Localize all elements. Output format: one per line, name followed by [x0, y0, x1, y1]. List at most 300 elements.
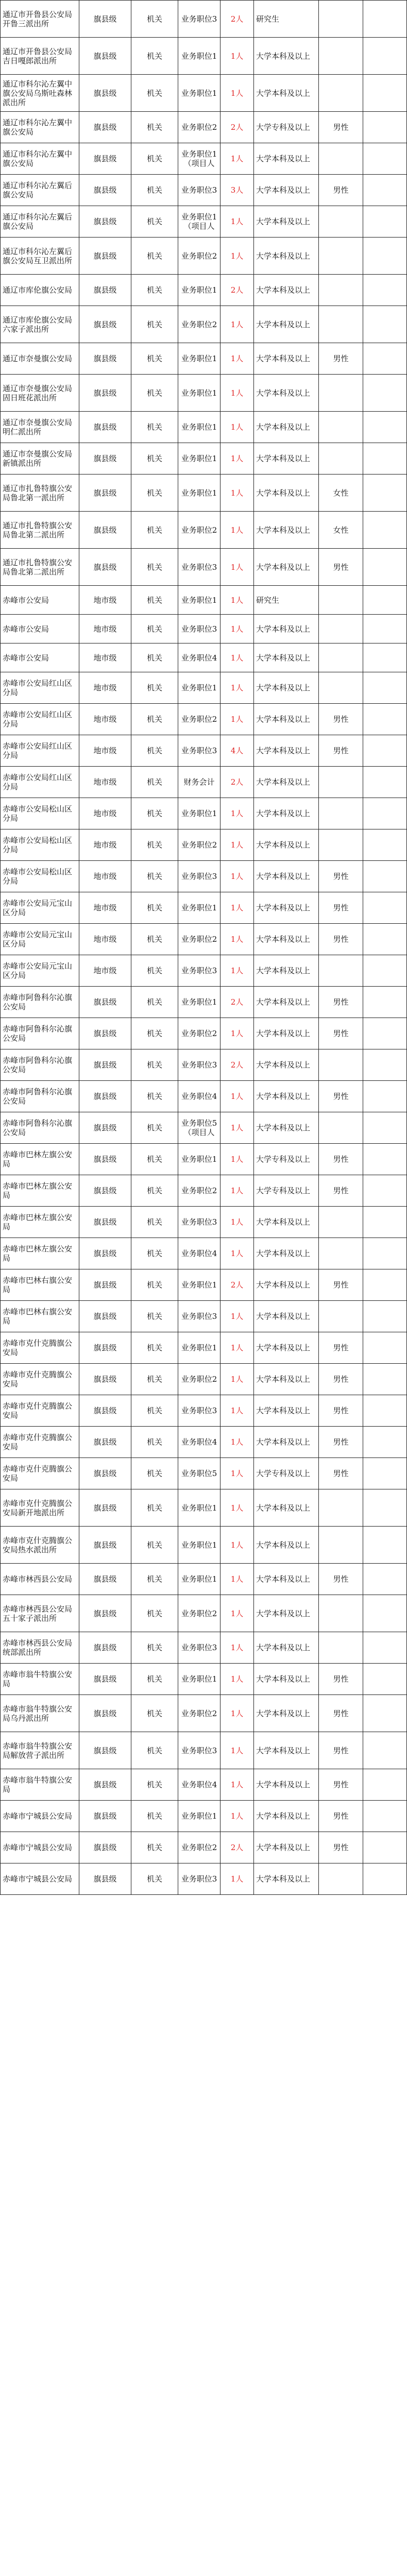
gender-cell: 男性 — [319, 1664, 363, 1695]
education-cell: 大学本科及以上 — [254, 955, 319, 987]
gender-cell: 男性 — [319, 735, 363, 767]
position-cell: 业务职位4 — [178, 1427, 221, 1458]
gender-cell: 男性 — [319, 1801, 363, 1832]
education-cell: 大学本科及以上 — [254, 1207, 319, 1238]
level-cell: 旗县级 — [79, 143, 131, 175]
education-cell: 大学本科及以上 — [254, 1595, 319, 1632]
table-row — [1, 38, 407, 75]
employer-cell: 赤峰市翁牛特旗公安局 — [1, 1769, 79, 1801]
level-cell: 旗县级 — [79, 112, 131, 143]
headcount-cell: 2人 — [221, 1832, 254, 1863]
headcount-cell: 1人 — [221, 1427, 254, 1458]
education-cell: 大学本科及以上 — [254, 75, 319, 112]
headcount-cell: 2人 — [221, 767, 254, 798]
headcount-cell: 1人 — [221, 38, 254, 75]
education-cell: 大学本科及以上 — [254, 1238, 319, 1269]
employer-cell: 赤峰市克什克腾旗公安局 — [1, 1427, 79, 1458]
level-cell: 旗县级 — [79, 1769, 131, 1801]
gender-cell: 男性 — [319, 1427, 363, 1458]
unit-type-cell: 机关 — [131, 1769, 178, 1801]
education-cell: 大学专科及以上 — [254, 112, 319, 143]
level-cell: 地市级 — [79, 767, 131, 798]
notes-cell — [363, 861, 407, 892]
notes-cell — [363, 1, 407, 38]
unit-type-cell: 机关 — [131, 206, 178, 238]
notes-cell — [363, 1863, 407, 1895]
unit-type-cell: 机关 — [131, 1301, 178, 1332]
position-cell: 业务职位3 — [178, 735, 221, 767]
employer-cell: 赤峰市翁牛特旗公安局解放营子派出所 — [1, 1732, 79, 1769]
unit-type-cell: 机关 — [131, 238, 178, 275]
table-row — [1, 1238, 407, 1269]
employer-cell: 通辽市库伦旗公安局六家子派出所 — [1, 306, 79, 343]
gender-cell — [319, 275, 363, 306]
table-row — [1, 1832, 407, 1863]
education-cell: 大学本科及以上 — [254, 1801, 319, 1832]
headcount-cell: 1人 — [221, 892, 254, 924]
headcount-cell: 1人 — [221, 1081, 254, 1112]
notes-cell — [363, 343, 407, 375]
gender-cell — [319, 75, 363, 112]
headcount-cell: 1人 — [221, 1018, 254, 1049]
employer-cell: 赤峰市公安局 — [1, 615, 79, 643]
headcount-cell: 1人 — [221, 1632, 254, 1664]
unit-type-cell: 机关 — [131, 1269, 178, 1301]
notes-cell — [363, 1395, 407, 1427]
position-cell: 业务职位1 — [178, 75, 221, 112]
notes-cell — [363, 829, 407, 861]
gender-cell — [319, 1238, 363, 1269]
table-row — [1, 1364, 407, 1395]
table-row — [1, 704, 407, 735]
level-cell: 旗县级 — [79, 1081, 131, 1112]
employer-cell: 赤峰市宁城县公安局 — [1, 1863, 79, 1895]
position-cell: 业务职位1 — [178, 443, 221, 474]
level-cell: 旗县级 — [79, 1595, 131, 1632]
level-cell: 地市级 — [79, 861, 131, 892]
unit-type-cell: 机关 — [131, 1595, 178, 1632]
employer-cell: 赤峰市翁牛特旗公安局乌丹派出所 — [1, 1695, 79, 1732]
education-cell: 研究生 — [254, 586, 319, 615]
notes-cell — [363, 1632, 407, 1664]
gender-cell — [319, 38, 363, 75]
gender-cell — [319, 1632, 363, 1664]
headcount-cell: 1人 — [221, 704, 254, 735]
employer-cell: 赤峰市阿鲁科尔沁旗公安局 — [1, 1081, 79, 1112]
unit-type-cell: 机关 — [131, 175, 178, 206]
notes-cell — [363, 1801, 407, 1832]
employer-cell: 通辽市开鲁县公安局开鲁三派出所 — [1, 1, 79, 38]
table-row — [1, 892, 407, 924]
education-cell: 大学本科及以上 — [254, 238, 319, 275]
education-cell: 大学本科及以上 — [254, 306, 319, 343]
table-row — [1, 1769, 407, 1801]
education-cell: 大学本科及以上 — [254, 1018, 319, 1049]
unit-type-cell: 机关 — [131, 1489, 178, 1527]
unit-type-cell: 机关 — [131, 443, 178, 474]
employer-cell: 赤峰市公安局元宝山区分局 — [1, 955, 79, 987]
level-cell: 旗县级 — [79, 1364, 131, 1395]
table-row — [1, 443, 407, 474]
headcount-cell: 4人 — [221, 735, 254, 767]
table-row — [1, 275, 407, 306]
gender-cell — [319, 1207, 363, 1238]
table-row — [1, 735, 407, 767]
employer-cell: 赤峰市公安局红山区分局 — [1, 767, 79, 798]
employer-cell: 赤峰市公安局红山区分局 — [1, 704, 79, 735]
position-cell: 业务职位1 — [178, 38, 221, 75]
level-cell: 旗县级 — [79, 1527, 131, 1564]
employer-cell: 通辽市科尔沁左翼中旗公安局 — [1, 143, 79, 175]
gender-cell — [319, 206, 363, 238]
education-cell: 大学本科及以上 — [254, 1049, 319, 1081]
unit-type-cell: 机关 — [131, 549, 178, 586]
unit-type-cell: 机关 — [131, 1427, 178, 1458]
employer-cell: 赤峰市克什克腾旗公安局热水派出所 — [1, 1527, 79, 1564]
education-cell: 大学本科及以上 — [254, 549, 319, 586]
position-cell: 业务职位2 — [178, 1364, 221, 1395]
headcount-cell: 1人 — [221, 1175, 254, 1207]
unit-type-cell: 机关 — [131, 306, 178, 343]
gender-cell: 男性 — [319, 704, 363, 735]
unit-type-cell: 机关 — [131, 38, 178, 75]
education-cell: 大学本科及以上 — [254, 1527, 319, 1564]
gender-cell: 男性 — [319, 1695, 363, 1732]
position-cell: 业务职位1 — [178, 275, 221, 306]
headcount-cell: 1人 — [221, 1364, 254, 1395]
gender-cell — [319, 143, 363, 175]
gender-cell: 男性 — [319, 1018, 363, 1049]
notes-cell — [363, 1732, 407, 1769]
employer-cell: 通辽市扎鲁特旗公安局鲁北第一派出所 — [1, 474, 79, 512]
level-cell: 地市级 — [79, 955, 131, 987]
notes-cell — [363, 643, 407, 672]
level-cell: 旗县级 — [79, 1207, 131, 1238]
table-row — [1, 1112, 407, 1144]
level-cell: 旗县级 — [79, 343, 131, 375]
notes-cell — [363, 75, 407, 112]
education-cell: 大学本科及以上 — [254, 1112, 319, 1144]
level-cell: 旗县级 — [79, 1395, 131, 1427]
headcount-cell: 1人 — [221, 443, 254, 474]
table-row — [1, 1664, 407, 1695]
education-cell: 大学本科及以上 — [254, 512, 319, 549]
employer-cell: 赤峰市公安局 — [1, 586, 79, 615]
gender-cell — [319, 672, 363, 704]
notes-cell — [363, 1769, 407, 1801]
unit-type-cell: 机关 — [131, 829, 178, 861]
table-row — [1, 343, 407, 375]
level-cell: 旗县级 — [79, 474, 131, 512]
table-row — [1, 1144, 407, 1175]
employer-cell: 赤峰市林西县公安局 — [1, 1564, 79, 1595]
table-row — [1, 672, 407, 704]
gender-cell — [319, 306, 363, 343]
level-cell: 旗县级 — [79, 1301, 131, 1332]
headcount-cell: 1人 — [221, 829, 254, 861]
notes-cell — [363, 38, 407, 75]
gender-cell: 男性 — [319, 1269, 363, 1301]
gender-cell: 男性 — [319, 175, 363, 206]
unit-type-cell: 机关 — [131, 672, 178, 704]
employer-cell: 通辽市奈曼旗公安局 — [1, 343, 79, 375]
employer-cell: 赤峰市阿鲁科尔沁旗公安局 — [1, 1112, 79, 1144]
notes-cell — [363, 1238, 407, 1269]
position-cell: 业务职位1 — [178, 343, 221, 375]
position-cell: 业务职位1 — [178, 1801, 221, 1832]
position-cell: 业务职位1 — [178, 474, 221, 512]
headcount-cell: 1人 — [221, 861, 254, 892]
position-cell: 业务职位2 — [178, 829, 221, 861]
employer-cell: 赤峰市阿鲁科尔沁旗公安局 — [1, 987, 79, 1018]
education-cell: 大学本科及以上 — [254, 1395, 319, 1427]
position-cell: 业务职位5 — [178, 1458, 221, 1489]
position-cell: 业务职位1 — [178, 375, 221, 412]
level-cell: 旗县级 — [79, 375, 131, 412]
gender-cell — [319, 643, 363, 672]
headcount-cell: 2人 — [221, 1049, 254, 1081]
education-cell: 大学本科及以上 — [254, 1332, 319, 1364]
unit-type-cell: 机关 — [131, 1732, 178, 1769]
notes-cell — [363, 1332, 407, 1364]
table-row — [1, 175, 407, 206]
position-cell: 业务职位4 — [178, 1238, 221, 1269]
headcount-cell: 1人 — [221, 1332, 254, 1364]
position-cell: 业务职位3 — [178, 549, 221, 586]
level-cell: 地市级 — [79, 586, 131, 615]
table-row — [1, 1332, 407, 1364]
level-cell: 旗县级 — [79, 412, 131, 443]
notes-cell — [363, 1175, 407, 1207]
notes-cell — [363, 672, 407, 704]
gender-cell — [319, 238, 363, 275]
unit-type-cell: 机关 — [131, 1458, 178, 1489]
table-row — [1, 1527, 407, 1564]
position-cell: 业务职位3 — [178, 1632, 221, 1664]
unit-type-cell: 机关 — [131, 704, 178, 735]
employer-cell: 通辽市科尔沁左翼后旗公安局互卫派出所 — [1, 238, 79, 275]
table-row — [1, 955, 407, 987]
unit-type-cell: 机关 — [131, 1664, 178, 1695]
gender-cell — [319, 798, 363, 829]
table-row — [1, 1207, 407, 1238]
employer-cell: 赤峰市克什克腾旗公安局 — [1, 1332, 79, 1364]
headcount-cell: 1人 — [221, 1863, 254, 1895]
notes-cell — [363, 615, 407, 643]
level-cell: 旗县级 — [79, 549, 131, 586]
table-row — [1, 306, 407, 343]
education-cell: 大学本科及以上 — [254, 1664, 319, 1695]
unit-type-cell: 机关 — [131, 1801, 178, 1832]
table-row — [1, 474, 407, 512]
education-cell: 大学本科及以上 — [254, 275, 319, 306]
education-cell: 大学本科及以上 — [254, 861, 319, 892]
gender-cell — [319, 767, 363, 798]
position-cell: 业务职位1 — [178, 1527, 221, 1564]
education-cell: 大学本科及以上 — [254, 643, 319, 672]
gender-cell: 男性 — [319, 1364, 363, 1395]
notes-cell — [363, 238, 407, 275]
education-cell: 大学本科及以上 — [254, 206, 319, 238]
level-cell: 旗县级 — [79, 1632, 131, 1664]
unit-type-cell: 机关 — [131, 112, 178, 143]
employer-cell: 赤峰市公安局松山区分局 — [1, 829, 79, 861]
table-row — [1, 143, 407, 175]
table-row — [1, 412, 407, 443]
notes-cell — [363, 275, 407, 306]
gender-cell — [319, 615, 363, 643]
education-cell: 大学本科及以上 — [254, 892, 319, 924]
education-cell: 大学本科及以上 — [254, 1863, 319, 1895]
table-row — [1, 1458, 407, 1489]
level-cell: 旗县级 — [79, 1832, 131, 1863]
level-cell: 旗县级 — [79, 1564, 131, 1595]
position-cell: 业务职位3 — [178, 1863, 221, 1895]
level-cell: 地市级 — [79, 615, 131, 643]
level-cell: 旗县级 — [79, 1018, 131, 1049]
notes-cell — [363, 1832, 407, 1863]
education-cell: 大学本科及以上 — [254, 615, 319, 643]
unit-type-cell: 机关 — [131, 798, 178, 829]
education-cell: 大学本科及以上 — [254, 1489, 319, 1527]
employer-cell: 赤峰市克什克腾旗公安局 — [1, 1364, 79, 1395]
headcount-cell: 2人 — [221, 275, 254, 306]
gender-cell: 男性 — [319, 1832, 363, 1863]
employer-cell: 赤峰市克什克腾旗公安局 — [1, 1395, 79, 1427]
education-cell: 大学专科及以上 — [254, 1175, 319, 1207]
employer-cell: 通辽市扎鲁特旗公安局鲁北第二派出所 — [1, 512, 79, 549]
unit-type-cell: 机关 — [131, 924, 178, 955]
unit-type-cell: 机关 — [131, 275, 178, 306]
gender-cell: 男性 — [319, 1081, 363, 1112]
headcount-cell: 1人 — [221, 375, 254, 412]
notes-cell — [363, 1207, 407, 1238]
notes-cell — [363, 474, 407, 512]
level-cell: 地市级 — [79, 892, 131, 924]
table-row — [1, 586, 407, 615]
level-cell: 旗县级 — [79, 238, 131, 275]
level-cell: 地市级 — [79, 704, 131, 735]
unit-type-cell: 机关 — [131, 1527, 178, 1564]
level-cell: 地市级 — [79, 735, 131, 767]
education-cell: 大学本科及以上 — [254, 1364, 319, 1395]
employer-cell: 赤峰市公安局 — [1, 643, 79, 672]
gender-cell: 男性 — [319, 343, 363, 375]
position-cell: 业务职位2 — [178, 924, 221, 955]
table-row — [1, 1301, 407, 1332]
gender-cell — [319, 1301, 363, 1332]
notes-cell — [363, 1564, 407, 1595]
table-row — [1, 767, 407, 798]
education-cell: 大学本科及以上 — [254, 343, 319, 375]
headcount-cell: 1人 — [221, 615, 254, 643]
employer-cell: 赤峰市巴林左旗公安局 — [1, 1207, 79, 1238]
level-cell: 旗县级 — [79, 306, 131, 343]
table-row — [1, 1, 407, 38]
level-cell: 旗县级 — [79, 175, 131, 206]
table-row — [1, 1632, 407, 1664]
education-cell: 大学本科及以上 — [254, 924, 319, 955]
notes-cell — [363, 1269, 407, 1301]
education-cell: 大学本科及以上 — [254, 1564, 319, 1595]
unit-type-cell: 机关 — [131, 1, 178, 38]
headcount-cell: 1人 — [221, 1527, 254, 1564]
level-cell: 旗县级 — [79, 443, 131, 474]
table-row — [1, 1081, 407, 1112]
employer-cell: 赤峰市巴林左旗公安局 — [1, 1144, 79, 1175]
employer-cell: 赤峰市林西县公安局统部派出所 — [1, 1632, 79, 1664]
position-cell: 业务职位2 — [178, 238, 221, 275]
position-cell: 业务职位1 — [178, 586, 221, 615]
position-cell: 业务职位1（项目人 — [178, 206, 221, 238]
position-cell: 业务职位2 — [178, 1595, 221, 1632]
unit-type-cell: 机关 — [131, 375, 178, 412]
headcount-cell: 1人 — [221, 512, 254, 549]
notes-cell — [363, 924, 407, 955]
education-cell: 大学本科及以上 — [254, 175, 319, 206]
unit-type-cell: 机关 — [131, 1018, 178, 1049]
education-cell: 大学本科及以上 — [254, 1769, 319, 1801]
gender-cell: 女性 — [319, 512, 363, 549]
table-row — [1, 206, 407, 238]
notes-cell — [363, 549, 407, 586]
education-cell: 大学本科及以上 — [254, 1695, 319, 1732]
table-row — [1, 1427, 407, 1458]
gender-cell: 男性 — [319, 549, 363, 586]
gender-cell — [319, 412, 363, 443]
position-cell: 业务职位3 — [178, 1732, 221, 1769]
level-cell: 旗县级 — [79, 1664, 131, 1695]
unit-type-cell: 机关 — [131, 1207, 178, 1238]
employer-cell: 赤峰市克什克腾旗公安局新开地派出所 — [1, 1489, 79, 1527]
unit-type-cell: 机关 — [131, 1112, 178, 1144]
notes-cell — [363, 586, 407, 615]
level-cell: 旗县级 — [79, 987, 131, 1018]
unit-type-cell: 机关 — [131, 586, 178, 615]
level-cell: 旗县级 — [79, 1458, 131, 1489]
headcount-cell: 1人 — [221, 924, 254, 955]
unit-type-cell: 机关 — [131, 1049, 178, 1081]
gender-cell: 男性 — [319, 1332, 363, 1364]
table-row — [1, 512, 407, 549]
table-row — [1, 924, 407, 955]
education-cell: 大学本科及以上 — [254, 1427, 319, 1458]
employer-cell: 赤峰市公安局红山区分局 — [1, 735, 79, 767]
level-cell: 旗县级 — [79, 206, 131, 238]
notes-cell — [363, 892, 407, 924]
education-cell: 大学本科及以上 — [254, 474, 319, 512]
employer-cell: 通辽市扎鲁特旗公安局鲁北第二派出所 — [1, 549, 79, 586]
education-cell: 大学本科及以上 — [254, 1301, 319, 1332]
gender-cell: 男性 — [319, 1144, 363, 1175]
position-cell: 业务职位3 — [178, 1395, 221, 1427]
notes-cell — [363, 306, 407, 343]
headcount-cell: 1人 — [221, 1732, 254, 1769]
position-cell: 业务职位1 — [178, 1489, 221, 1527]
headcount-cell: 1人 — [221, 343, 254, 375]
headcount-cell: 2人 — [221, 987, 254, 1018]
level-cell: 旗县级 — [79, 1269, 131, 1301]
position-cell: 业务职位1 — [178, 892, 221, 924]
level-cell: 旗县级 — [79, 1175, 131, 1207]
position-cell: 业务职位1 — [178, 1664, 221, 1695]
gender-cell: 男性 — [319, 1458, 363, 1489]
position-cell: 业务职位1 — [178, 672, 221, 704]
unit-type-cell: 机关 — [131, 1081, 178, 1112]
education-cell: 大学本科及以上 — [254, 987, 319, 1018]
position-cell: 业务职位1 — [178, 1332, 221, 1364]
unit-type-cell: 机关 — [131, 343, 178, 375]
